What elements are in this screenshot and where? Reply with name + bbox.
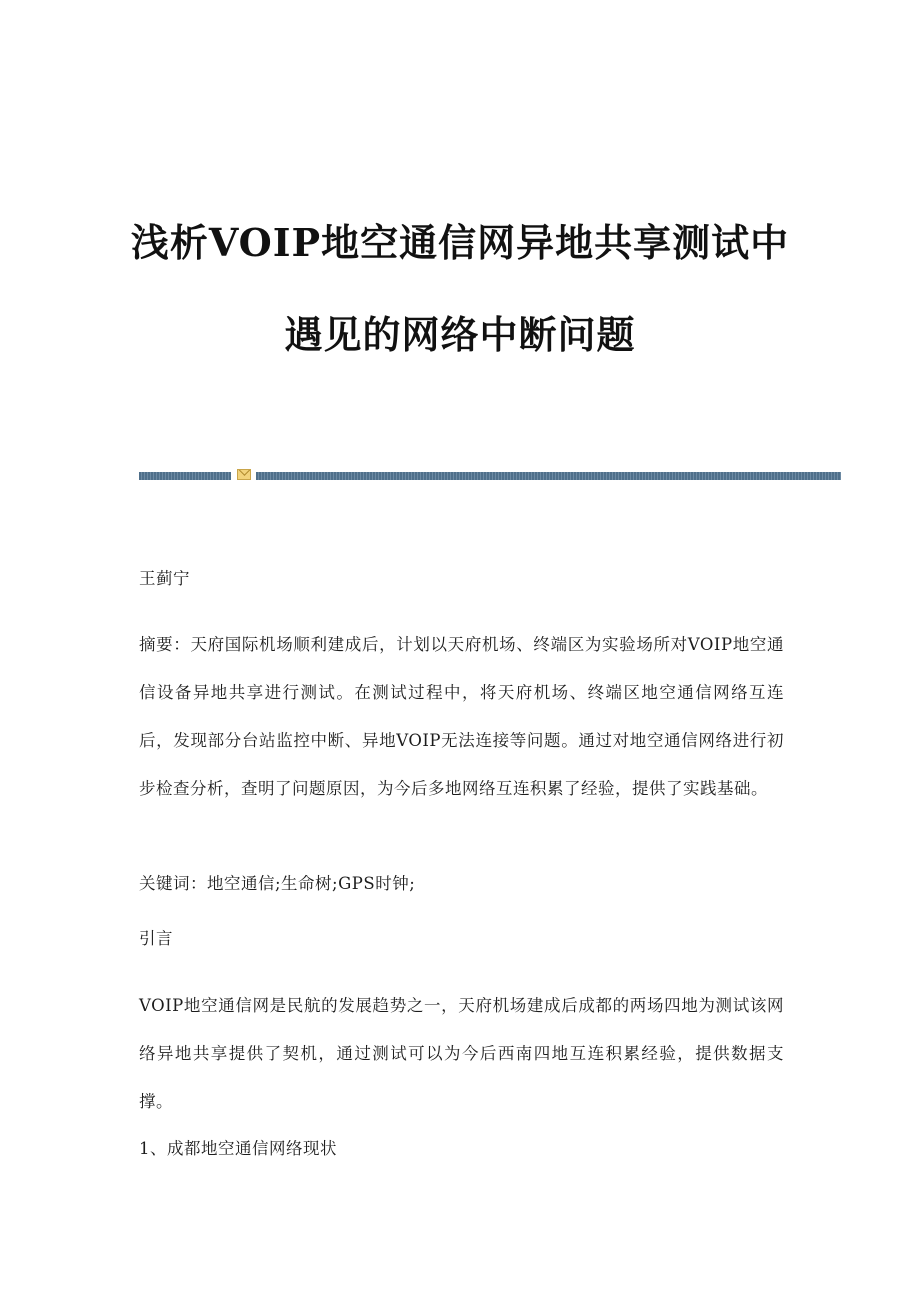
abstract-paragraph: 摘要：天府国际机场顺利建成后，计划以天府机场、终端区为实验场所对VOIP地空通信设备异地共享进行测试。在测试过程中，将天府机场、终端区地空通信网络互连后，发现部分台站监控中断、异地VOIP无法连接等问题。通过对地空通信网络进行初步检查分析，查明了问题原因，为今后多地网络互连积累了经验，提供了实践基础。 — [139, 635, 784, 798]
envelope-icon — [237, 469, 251, 480]
divider-bar-right — [256, 472, 841, 480]
section-heading-1: 1、成都地空通信网络现状 — [139, 1139, 337, 1158]
author-name: 王蓟宁 — [139, 569, 190, 588]
document-title-line2: 遇见的网络中断问题 — [284, 312, 636, 357]
document-title-line1: 浅析VOIP地空通信网异地共享测试中 — [130, 220, 790, 265]
title-divider — [139, 468, 841, 482]
divider-bar-left — [139, 472, 231, 480]
intro-heading: 引言 — [139, 929, 173, 948]
intro-paragraph: VOIP地空通信网是民航的发展趋势之一，天府机场建成后成都的两场四地为测试该网络异地共享提供了契机，通过测试可以为今后西南四地互连积累经验，提供数据支撑。 — [139, 996, 784, 1111]
keywords-line: 关键词：地空通信;生命树;GPS时钟; — [139, 874, 416, 893]
